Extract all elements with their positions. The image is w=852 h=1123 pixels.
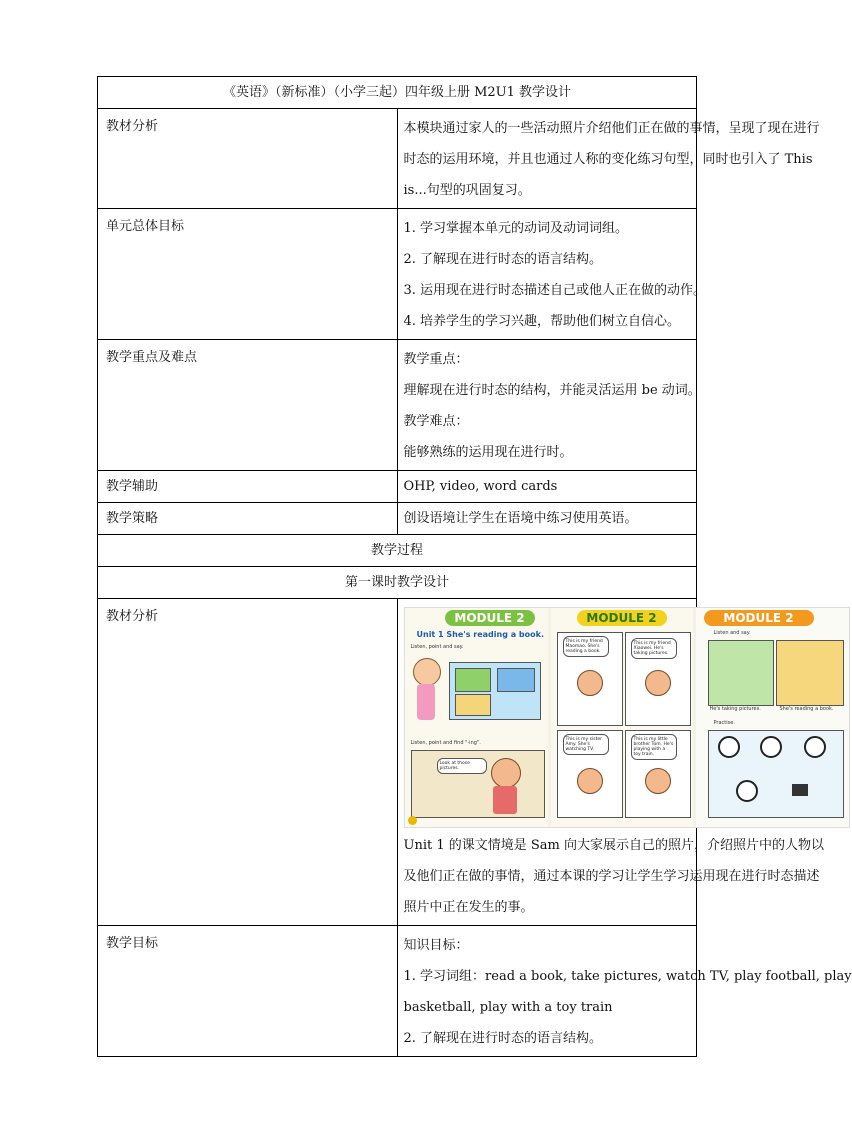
objectives-line: 知识目标： xyxy=(403,938,469,953)
unit-goal-item: 1. 学习掌握本单元的动词及动词词组。 xyxy=(403,221,629,236)
aids-value: OHP, video, word cards xyxy=(397,471,697,503)
label-strategy: 教学策略 xyxy=(98,503,398,535)
key-points-line: 教学难点： xyxy=(403,414,469,429)
scene-taking-pictures xyxy=(708,640,774,706)
textbook-illustration xyxy=(404,607,850,828)
girl-dress-icon xyxy=(417,684,435,720)
boy-shirt-icon xyxy=(493,786,517,814)
panda-icon-3 xyxy=(804,736,826,758)
label-unit-goals: 单元总体目标 xyxy=(98,209,398,340)
section-title-lesson1: 第一课时教学设计 xyxy=(98,567,697,599)
row-unit-goals xyxy=(98,209,697,340)
row-aids xyxy=(98,471,697,503)
photo-skating xyxy=(455,694,491,716)
objectives-line: basketball, play with a toy train xyxy=(403,1000,613,1015)
row-lesson1-analysis xyxy=(98,599,697,926)
material-analysis-line: 本模块通过家人的一些活动照片介绍他们正在做的事情，呈现了现在进行 xyxy=(403,121,820,136)
strategy-value: 创设语境让学生在语境中练习使用英语。 xyxy=(397,503,697,535)
instruction-listen-and-say: Listen and say. xyxy=(713,630,751,636)
row-objectives xyxy=(98,926,697,1057)
bubble-maomao: This is my friend Maomao. She's reading a book. xyxy=(563,636,609,657)
document-title: 《英语》（新标准）（小学三起）四年级上册 M2U1 教学设计 xyxy=(98,77,697,109)
unit-goal-item: 2. 了解现在进行时态的语言结构。 xyxy=(403,252,603,267)
section-title-process: 教学过程 xyxy=(98,535,697,567)
material-analysis-line: is...句型的巩固复习。 xyxy=(403,183,531,198)
objectives-line: 1. 学习词组：read a book, take pictures, watch TV, play football, play xyxy=(403,969,852,984)
lesson1-analysis-line: 照片中正在发生的事。 xyxy=(403,900,534,915)
instruction-listen-point-say: Listen, point and say. xyxy=(410,644,464,650)
key-points-line: 教学重点： xyxy=(403,352,469,367)
boy-sam-icon xyxy=(491,758,521,788)
module-banner-2: MODULE 2 xyxy=(577,610,667,626)
bubble-tom: This is my little brother Tom. He's playing with a toy train. xyxy=(631,734,677,760)
caption-reading-book: She's reading a book. xyxy=(779,706,834,712)
label-material-analysis: 教材分析 xyxy=(98,109,398,209)
unit-goal-item: 4. 培养学生的学习兴趣，帮助他们树立自信心。 xyxy=(403,314,681,329)
sam-icon-3 xyxy=(577,768,603,794)
lesson1-analysis-line: 及他们正在做的事情，通过本课的学习让学生学习运用现在进行时态描述 xyxy=(403,869,820,884)
page-number-icon xyxy=(408,816,417,825)
panda-icon-2 xyxy=(760,736,782,758)
label-objectives: 教学目标 xyxy=(98,926,398,1057)
row-strategy xyxy=(98,503,697,535)
lesson-plan-table xyxy=(97,76,852,1057)
sam-icon-4 xyxy=(645,768,671,794)
unit-goal-item: 3. 运用现在进行时态描述自己或他人正在做的动作。 xyxy=(403,283,707,298)
girl-figure-icon xyxy=(413,658,441,686)
panda-icon-4 xyxy=(736,780,758,802)
module-banner: MODULE 2 xyxy=(445,610,535,626)
scene-reading-book xyxy=(776,640,844,706)
panda-icon-1 xyxy=(718,736,740,758)
instruction-practise: Practise. xyxy=(713,720,735,726)
material-analysis-line: 时态的运用环境，并且也通过人称的变化练习句型，同时也引入了 This xyxy=(403,152,813,167)
row-key-points xyxy=(98,340,697,471)
bubble-amy: This is my sister Amy. She's watching TV. xyxy=(563,734,609,755)
unit-heading: Unit 1 She's reading a book. xyxy=(416,630,544,639)
sam-icon-2 xyxy=(645,670,671,696)
lesson1-analysis-line: Unit 1 的课文情境是 Sam 向大家展示自己的照片，介绍照片中的人物以 xyxy=(403,838,824,853)
instruction-listen-point-find: Listen, point and find "-ing". xyxy=(410,740,481,746)
sam-icon-1 xyxy=(577,670,603,696)
objectives-line: 2. 了解现在进行时态的语言结构。 xyxy=(403,1031,603,1046)
bubble-xiaowei: This is my friend Xiaowei. He's taking pictures. xyxy=(631,638,677,659)
tv-icon xyxy=(792,784,808,796)
key-points-line: 理解现在进行时态的结构，并能灵活运用 be 动词。 xyxy=(403,383,701,398)
label-aids: 教学辅助 xyxy=(98,471,398,503)
label-lesson1-analysis: 教材分析 xyxy=(98,599,398,926)
module-banner-3: MODULE 2 xyxy=(704,610,814,626)
caption-taking-pictures: He's taking pictures. xyxy=(709,706,761,712)
photo-football xyxy=(455,668,491,692)
bubble-look: Look at those pictures. xyxy=(437,758,487,774)
row-material-analysis xyxy=(98,109,697,209)
photo-swimming xyxy=(497,668,535,692)
label-key-points: 教学重点及难点 xyxy=(98,340,398,471)
key-points-line: 能够熟练的运用现在进行时。 xyxy=(403,445,573,460)
